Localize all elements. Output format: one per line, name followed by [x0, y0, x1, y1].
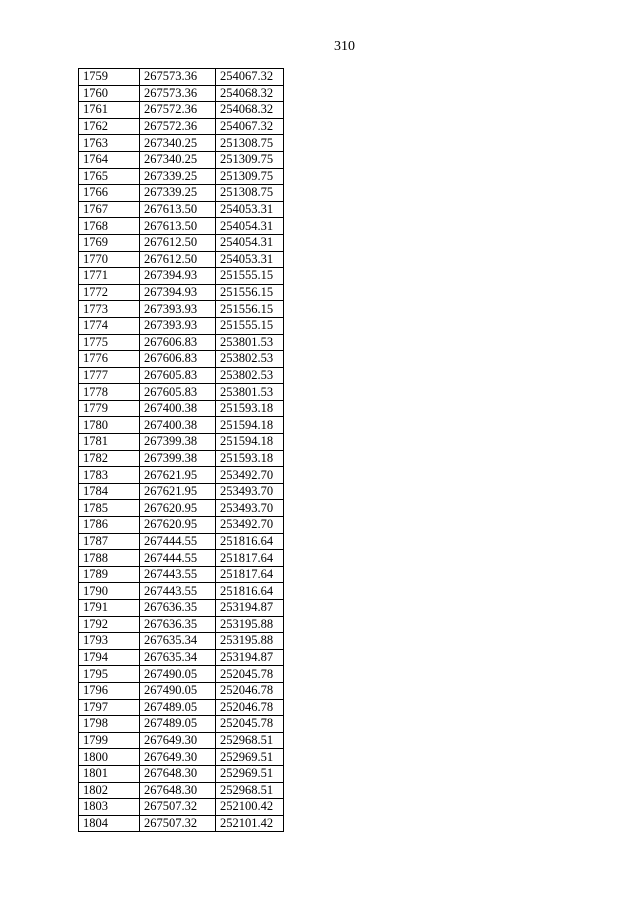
- point-id-cell: 1802: [79, 782, 140, 799]
- point-id-cell: 1764: [79, 151, 140, 168]
- y-coordinate-cell: 253801.53: [216, 334, 284, 351]
- x-coordinate-cell: 267339.25: [140, 168, 216, 185]
- table-row: [79, 749, 284, 766]
- y-coordinate-cell: 253195.88: [216, 633, 284, 650]
- table-row: [79, 185, 284, 202]
- point-id-cell: 1797: [79, 699, 140, 716]
- y-coordinate-cell: 253492.70: [216, 517, 284, 534]
- table-row: [79, 384, 284, 401]
- table-row: [79, 566, 284, 583]
- x-coordinate-cell: 267605.83: [140, 384, 216, 401]
- table-row: [79, 218, 284, 235]
- x-coordinate-cell: 267489.05: [140, 699, 216, 716]
- point-id-cell: 1772: [79, 284, 140, 301]
- table-row: [79, 434, 284, 451]
- y-coordinate-cell: 254054.31: [216, 218, 284, 235]
- y-coordinate-cell: 252045.78: [216, 716, 284, 733]
- coordinate-table: [78, 68, 284, 832]
- point-id-cell: 1800: [79, 749, 140, 766]
- y-coordinate-cell: 253493.70: [216, 500, 284, 517]
- x-coordinate-cell: 267489.05: [140, 716, 216, 733]
- y-coordinate-cell: 251309.75: [216, 151, 284, 168]
- point-id-cell: 1781: [79, 434, 140, 451]
- x-coordinate-cell: 267443.55: [140, 566, 216, 583]
- x-coordinate-cell: 267340.25: [140, 151, 216, 168]
- point-id-cell: 1789: [79, 566, 140, 583]
- point-id-cell: 1785: [79, 500, 140, 517]
- y-coordinate-cell: 253802.53: [216, 351, 284, 368]
- x-coordinate-cell: 267339.25: [140, 185, 216, 202]
- point-id-cell: 1799: [79, 732, 140, 749]
- x-coordinate-cell: 267443.55: [140, 583, 216, 600]
- table-row: [79, 135, 284, 152]
- x-coordinate-cell: 267507.32: [140, 799, 216, 816]
- y-coordinate-cell: 253492.70: [216, 467, 284, 484]
- point-id-cell: 1774: [79, 317, 140, 334]
- x-coordinate-cell: 267400.38: [140, 400, 216, 417]
- x-coordinate-cell: 267393.93: [140, 317, 216, 334]
- y-coordinate-cell: 253801.53: [216, 384, 284, 401]
- table-row: [79, 251, 284, 268]
- y-coordinate-cell: 251816.64: [216, 533, 284, 550]
- y-coordinate-cell: 252101.42: [216, 815, 284, 832]
- y-coordinate-cell: 251308.75: [216, 135, 284, 152]
- y-coordinate-cell: 251593.18: [216, 450, 284, 467]
- table-row: [79, 550, 284, 567]
- point-id-cell: 1788: [79, 550, 140, 567]
- table-row: [79, 732, 284, 749]
- table-row: [79, 666, 284, 683]
- point-id-cell: 1782: [79, 450, 140, 467]
- x-coordinate-cell: 267648.30: [140, 765, 216, 782]
- y-coordinate-cell: 253194.87: [216, 649, 284, 666]
- x-coordinate-cell: 267399.38: [140, 434, 216, 451]
- y-coordinate-cell: 254054.31: [216, 234, 284, 251]
- table-row: [79, 334, 284, 351]
- y-coordinate-cell: 251556.15: [216, 284, 284, 301]
- point-id-cell: 1769: [79, 234, 140, 251]
- y-coordinate-cell: 251556.15: [216, 301, 284, 318]
- table-row: [79, 682, 284, 699]
- x-coordinate-cell: 267399.38: [140, 450, 216, 467]
- y-coordinate-cell: 252046.78: [216, 699, 284, 716]
- y-coordinate-cell: 252046.78: [216, 682, 284, 699]
- x-coordinate-cell: 267490.05: [140, 666, 216, 683]
- x-coordinate-cell: 267394.93: [140, 268, 216, 285]
- point-id-cell: 1775: [79, 334, 140, 351]
- point-id-cell: 1771: [79, 268, 140, 285]
- x-coordinate-cell: 267635.34: [140, 649, 216, 666]
- y-coordinate-cell: 251817.64: [216, 566, 284, 583]
- point-id-cell: 1763: [79, 135, 140, 152]
- x-coordinate-cell: 267620.95: [140, 500, 216, 517]
- y-coordinate-cell: 252968.51: [216, 732, 284, 749]
- point-id-cell: 1790: [79, 583, 140, 600]
- y-coordinate-cell: 251816.64: [216, 583, 284, 600]
- y-coordinate-cell: 254068.32: [216, 102, 284, 119]
- x-coordinate-cell: 267621.95: [140, 467, 216, 484]
- point-id-cell: 1783: [79, 467, 140, 484]
- point-id-cell: 1804: [79, 815, 140, 832]
- y-coordinate-cell: 253802.53: [216, 367, 284, 384]
- table-row: [79, 716, 284, 733]
- point-id-cell: 1761: [79, 102, 140, 119]
- table-row: [79, 301, 284, 318]
- table-row: [79, 633, 284, 650]
- table-row: [79, 234, 284, 251]
- y-coordinate-cell: 251594.18: [216, 434, 284, 451]
- table-row: [79, 649, 284, 666]
- table-row: [79, 467, 284, 484]
- table-row: [79, 69, 284, 86]
- table-row: [79, 85, 284, 102]
- y-coordinate-cell: 254067.32: [216, 118, 284, 135]
- y-coordinate-cell: 253194.87: [216, 600, 284, 617]
- x-coordinate-cell: 267444.55: [140, 533, 216, 550]
- x-coordinate-cell: 267340.25: [140, 135, 216, 152]
- x-coordinate-cell: 267444.55: [140, 550, 216, 567]
- point-id-cell: 1759: [79, 69, 140, 86]
- table-row: [79, 284, 284, 301]
- point-id-cell: 1767: [79, 201, 140, 218]
- point-id-cell: 1787: [79, 533, 140, 550]
- point-id-cell: 1770: [79, 251, 140, 268]
- table-row: [79, 799, 284, 816]
- y-coordinate-cell: 251309.75: [216, 168, 284, 185]
- table-row: [79, 351, 284, 368]
- point-id-cell: 1794: [79, 649, 140, 666]
- point-id-cell: 1792: [79, 616, 140, 633]
- point-id-cell: 1786: [79, 517, 140, 534]
- point-id-cell: 1795: [79, 666, 140, 683]
- x-coordinate-cell: 267573.36: [140, 85, 216, 102]
- x-coordinate-cell: 267635.34: [140, 633, 216, 650]
- table-row: [79, 367, 284, 384]
- x-coordinate-cell: 267572.36: [140, 118, 216, 135]
- point-id-cell: 1778: [79, 384, 140, 401]
- y-coordinate-cell: 251594.18: [216, 417, 284, 434]
- y-coordinate-cell: 254068.32: [216, 85, 284, 102]
- table-row: [79, 765, 284, 782]
- table-row: [79, 201, 284, 218]
- x-coordinate-cell: 267649.30: [140, 732, 216, 749]
- table-row: [79, 317, 284, 334]
- point-id-cell: 1801: [79, 765, 140, 782]
- table-row: [79, 118, 284, 135]
- y-coordinate-cell: 252100.42: [216, 799, 284, 816]
- x-coordinate-cell: 267394.93: [140, 284, 216, 301]
- table-row: [79, 400, 284, 417]
- y-coordinate-cell: 252968.51: [216, 782, 284, 799]
- x-coordinate-cell: 267507.32: [140, 815, 216, 832]
- point-id-cell: 1762: [79, 118, 140, 135]
- y-coordinate-cell: 251555.15: [216, 317, 284, 334]
- table-row: [79, 500, 284, 517]
- x-coordinate-cell: 267605.83: [140, 367, 216, 384]
- table-row: [79, 782, 284, 799]
- point-id-cell: 1760: [79, 85, 140, 102]
- coordinate-table-body: [79, 69, 284, 832]
- y-coordinate-cell: 252969.51: [216, 749, 284, 766]
- point-id-cell: 1796: [79, 682, 140, 699]
- x-coordinate-cell: 267613.50: [140, 201, 216, 218]
- point-id-cell: 1777: [79, 367, 140, 384]
- table-row: [79, 268, 284, 285]
- x-coordinate-cell: 267393.93: [140, 301, 216, 318]
- y-coordinate-cell: 251555.15: [216, 268, 284, 285]
- x-coordinate-cell: 267400.38: [140, 417, 216, 434]
- y-coordinate-cell: 254053.31: [216, 201, 284, 218]
- table-row: [79, 168, 284, 185]
- point-id-cell: 1793: [79, 633, 140, 650]
- y-coordinate-cell: 251308.75: [216, 185, 284, 202]
- x-coordinate-cell: 267573.36: [140, 69, 216, 86]
- x-coordinate-cell: 267621.95: [140, 483, 216, 500]
- point-id-cell: 1766: [79, 185, 140, 202]
- table-row: [79, 699, 284, 716]
- y-coordinate-cell: 253493.70: [216, 483, 284, 500]
- point-id-cell: 1779: [79, 400, 140, 417]
- table-row: [79, 483, 284, 500]
- table-row: [79, 151, 284, 168]
- table-row: [79, 417, 284, 434]
- x-coordinate-cell: 267606.83: [140, 351, 216, 368]
- y-coordinate-cell: 251817.64: [216, 550, 284, 567]
- x-coordinate-cell: 267612.50: [140, 251, 216, 268]
- x-coordinate-cell: 267648.30: [140, 782, 216, 799]
- point-id-cell: 1773: [79, 301, 140, 318]
- point-id-cell: 1780: [79, 417, 140, 434]
- table-row: [79, 102, 284, 119]
- table-row: [79, 600, 284, 617]
- y-coordinate-cell: 254053.31: [216, 251, 284, 268]
- page-number: 310: [334, 39, 355, 54]
- x-coordinate-cell: 267636.35: [140, 616, 216, 633]
- point-id-cell: 1803: [79, 799, 140, 816]
- y-coordinate-cell: 252969.51: [216, 765, 284, 782]
- x-coordinate-cell: 267490.05: [140, 682, 216, 699]
- table-row: [79, 815, 284, 832]
- x-coordinate-cell: 267636.35: [140, 600, 216, 617]
- table-row: [79, 616, 284, 633]
- point-id-cell: 1784: [79, 483, 140, 500]
- point-id-cell: 1768: [79, 218, 140, 235]
- y-coordinate-cell: 253195.88: [216, 616, 284, 633]
- point-id-cell: 1798: [79, 716, 140, 733]
- x-coordinate-cell: 267606.83: [140, 334, 216, 351]
- y-coordinate-cell: 251593.18: [216, 400, 284, 417]
- x-coordinate-cell: 267572.36: [140, 102, 216, 119]
- x-coordinate-cell: 267620.95: [140, 517, 216, 534]
- table-row: [79, 450, 284, 467]
- y-coordinate-cell: 252045.78: [216, 666, 284, 683]
- point-id-cell: 1765: [79, 168, 140, 185]
- x-coordinate-cell: 267613.50: [140, 218, 216, 235]
- x-coordinate-cell: 267649.30: [140, 749, 216, 766]
- point-id-cell: 1776: [79, 351, 140, 368]
- x-coordinate-cell: 267612.50: [140, 234, 216, 251]
- table-row: [79, 517, 284, 534]
- table-row: [79, 533, 284, 550]
- table-row: [79, 583, 284, 600]
- y-coordinate-cell: 254067.32: [216, 69, 284, 86]
- point-id-cell: 1791: [79, 600, 140, 617]
